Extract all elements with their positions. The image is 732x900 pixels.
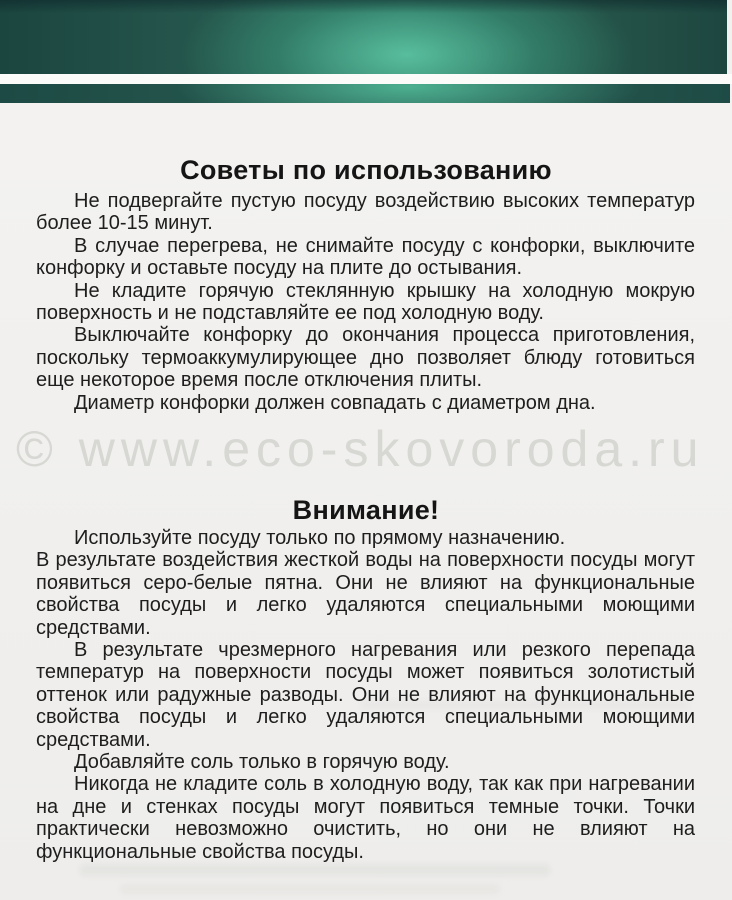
paragraph: Диаметр конфорки должен совпадать с диаметром дна. [74, 391, 596, 414]
paragraph: Не кладите горячую стеклянную крышку на холодную мокрую поверхность и не подставляйте ее под холодную воду. [36, 279, 695, 325]
header-green-strip-thin [0, 84, 730, 103]
scan-ghosting [120, 884, 500, 894]
paragraph: В результате воздействия жесткой воды на поверхности посуды могут появиться серо-белые пятна. Они не влияют на функциональные свойства посуды и легко удаляются специальными моющими средствами. [36, 549, 695, 639]
site-watermark: © www.eco-skovoroda.ru [16, 421, 705, 477]
paragraph: Никогда не кладите соль в холодную воду, так как при нагревании на дне и стенках посуды могут появиться темные точки. Точки практически невозможно очистить, но они не влияют на функциональные свойства посуды. [36, 773, 695, 863]
header-white-stripe [0, 74, 732, 84]
scan-ghosting [80, 864, 550, 876]
attention-section [36, 527, 695, 863]
paragraph: Используйте посуду только по прямому назначению. [74, 527, 566, 549]
paragraph: Выключайте конфорку до окончания процесса приготовления, поскольку термоаккумулирующее дно позволяет блюду готовиться еще некоторое время после отключения плиты. [36, 324, 695, 392]
decorative-header-band [0, 0, 732, 103]
section-title-tips: Советы по использованию [180, 155, 552, 186]
scan-page-edge [727, 0, 732, 74]
scan-ghosting [360, 700, 690, 710]
tips-section [36, 190, 695, 414]
header-green-band [0, 0, 727, 74]
paragraph: В случае перегрева, не снимайте посуду с конфорки, выключите конфорку и оставьте посуду на плите до остывания. [36, 234, 695, 280]
paragraph: Добавляйте соль только в горячую воду. [74, 751, 450, 774]
paragraph: В результате чрезмерного нагревания или резкого перепада температур на поверхности посуды может появиться золотистый оттенок или радужные разводы. Они не влияют на функциональные свойства посуды и легко удаляются специальными моющими средствами. [36, 639, 695, 751]
paragraph: Не подвергайте пустую посуду воздействию высоких температур более 10-15 минут. [36, 190, 695, 235]
section-title-attention: Внимание! [292, 495, 440, 526]
